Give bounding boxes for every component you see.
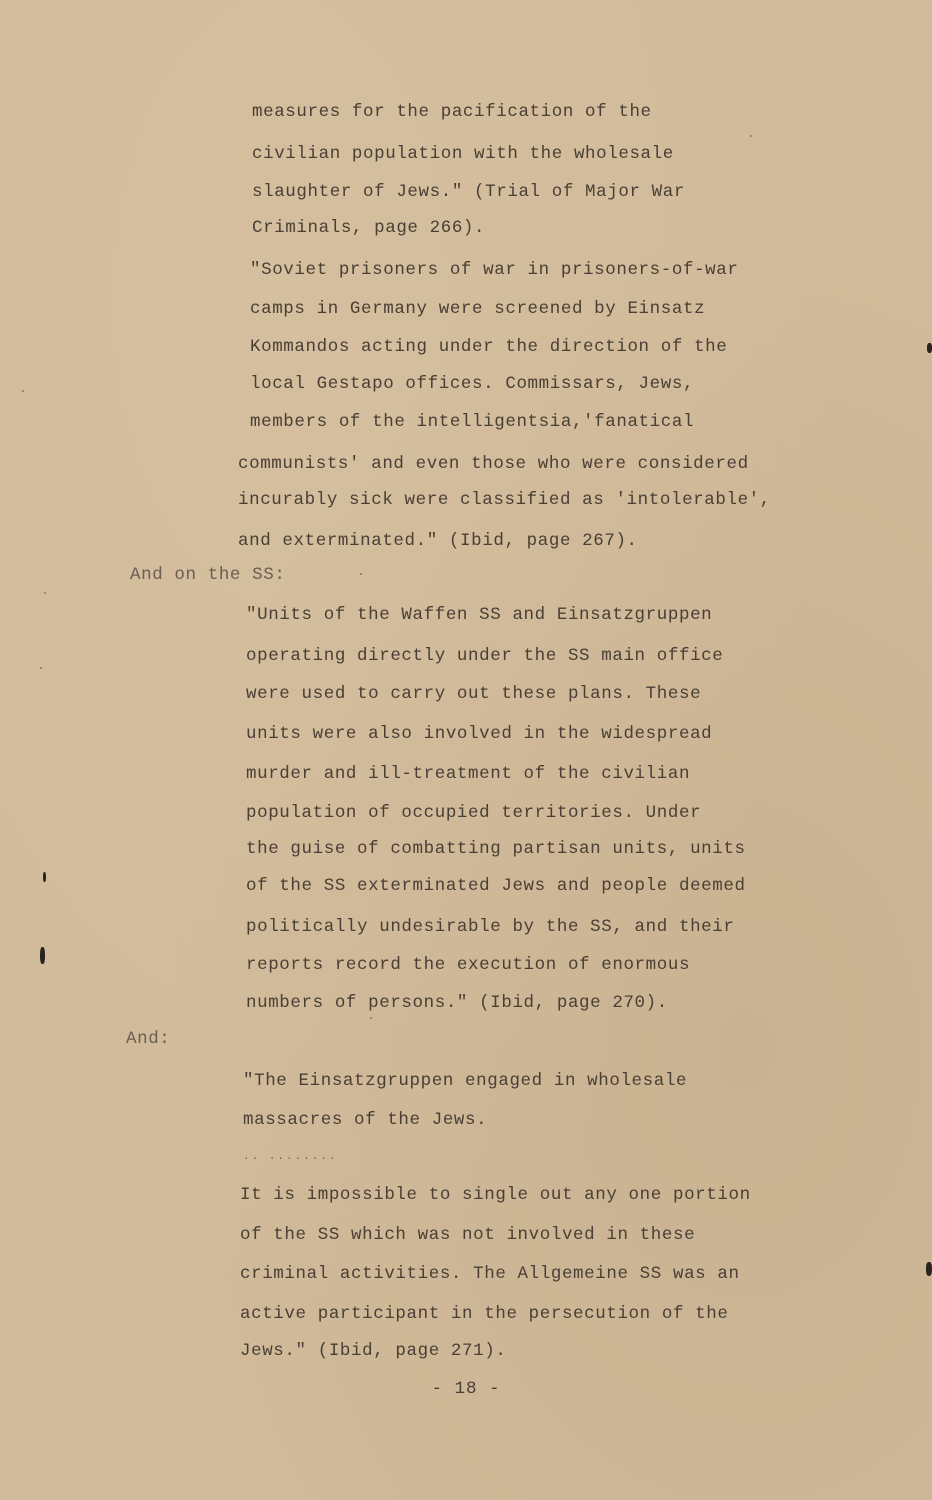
text-line: Kommandos acting under the direction of the bbox=[250, 337, 728, 357]
ink-mark bbox=[43, 872, 46, 882]
text-line: numbers of persons." (Ibid, page 270). bbox=[246, 993, 668, 1013]
text-line: "The Einsatzgruppen engaged in wholesale bbox=[243, 1071, 688, 1091]
text-line: were used to carry out these plans. These bbox=[246, 684, 702, 704]
lead-in-and: And: bbox=[126, 1029, 171, 1049]
ink-mark bbox=[927, 343, 932, 353]
text-line: incurably sick were classified as 'intolerable', bbox=[238, 490, 771, 510]
text-line: of the SS exterminated Jews and people deemed bbox=[246, 876, 746, 896]
text-line: operating directly under the SS main office bbox=[246, 646, 724, 666]
paper-speck bbox=[44, 592, 46, 594]
text-line: local Gestapo offices. Commissars, Jews, bbox=[250, 374, 695, 394]
text-line: camps in Germany were screened by Einsatz bbox=[250, 299, 706, 319]
text-line: population of occupied territories. Under bbox=[246, 803, 702, 823]
ink-mark bbox=[926, 1262, 932, 1276]
text-line: Jews." (Ibid, page 271). bbox=[240, 1341, 507, 1361]
text-line: measures for the pacification of the bbox=[252, 102, 652, 122]
paper-speck bbox=[22, 390, 24, 392]
text-line: communists' and even those who were considered bbox=[238, 454, 749, 474]
text-line: reports record the execution of enormous bbox=[246, 955, 691, 975]
text-line: members of the intelligentsia,'fanatical bbox=[250, 412, 695, 432]
text-line: murder and ill-treatment of the civilian bbox=[246, 764, 691, 784]
text-line: civilian population with the wholesale bbox=[252, 144, 674, 164]
text-line: politically undesirable by the SS, and their bbox=[246, 917, 735, 937]
text-line: and exterminated." (Ibid, page 267). bbox=[238, 531, 638, 551]
text-line: "Soviet prisoners of war in prisoners-of-war bbox=[250, 260, 739, 280]
text-line: Criminals, page 266). bbox=[252, 218, 486, 238]
text-line: "Units of the Waffen SS and Einsatzgruppen bbox=[246, 605, 713, 625]
paper-speck bbox=[750, 135, 752, 137]
paper-speck bbox=[40, 667, 42, 669]
page-number: - 18 - bbox=[431, 1379, 501, 1399]
text-line: the guise of combatting partisan units, units bbox=[246, 839, 746, 859]
lead-in-ss: And on the SS: bbox=[130, 565, 286, 585]
paper-speck bbox=[370, 1017, 372, 1019]
ellipsis: .. ........ bbox=[243, 1151, 338, 1163]
text-line: active participant in the persecution of the bbox=[240, 1304, 729, 1324]
text-line: massacres of the Jews. bbox=[243, 1110, 488, 1130]
text-line: criminal activities. The Allgemeine SS was an bbox=[240, 1264, 740, 1284]
ink-mark bbox=[40, 947, 45, 964]
text-line: It is impossible to single out any one portion bbox=[240, 1185, 751, 1205]
text-line: of the SS which was not involved in these bbox=[240, 1225, 696, 1245]
text-line: slaughter of Jews." (Trial of Major War bbox=[252, 182, 685, 202]
paper-speck bbox=[360, 573, 362, 575]
text-line: units were also involved in the widespread bbox=[246, 724, 713, 744]
